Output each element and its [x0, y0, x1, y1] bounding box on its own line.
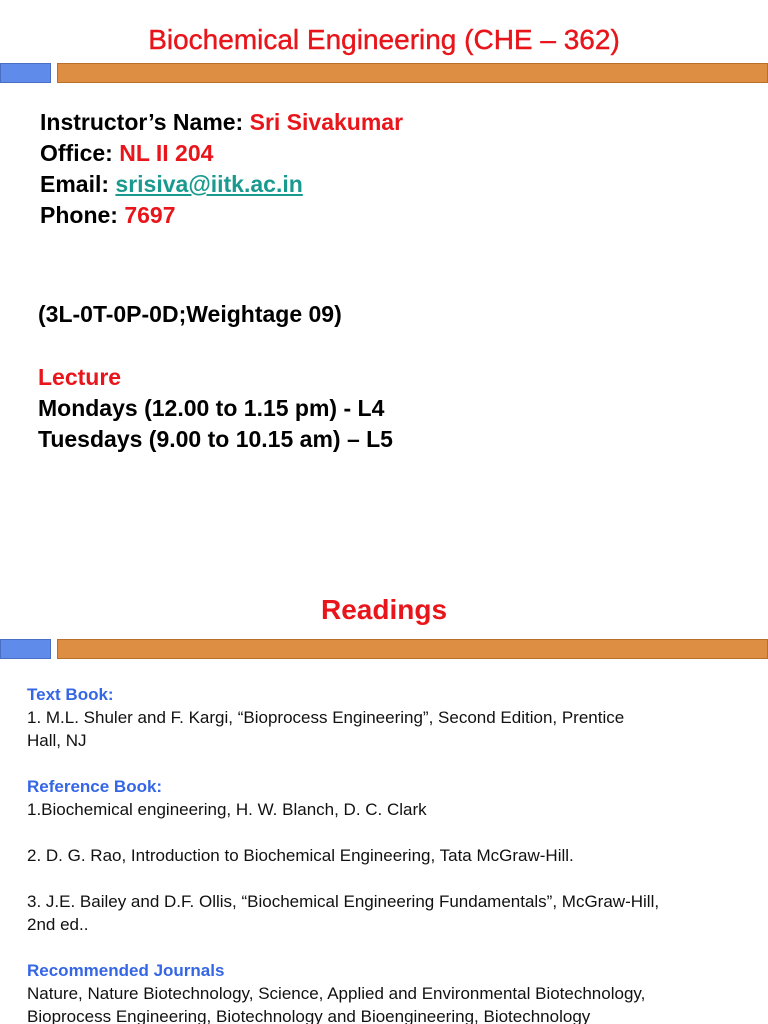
email-link[interactable]: srisiva@iitk.ac.in	[115, 171, 303, 197]
title-bar-orange-rule	[57, 639, 768, 659]
text-book-line-1: 1. M.L. Shuler and F. Kargi, “Bioprocess Engineering”, Second Edition, Prentice	[27, 708, 625, 727]
title-bar-orange-rule	[57, 63, 768, 83]
reference-item-1: 1.Biochemical engineering, H. W. Blanch, D. C. Clark	[27, 800, 427, 819]
title-bar-blue-accent	[0, 639, 51, 659]
instructor-label: Instructor’s Name:	[40, 109, 250, 135]
lecture-tuesday: Tuesdays (9.00 to 10.15 am) – L5	[38, 426, 393, 452]
phone-value: 7697	[124, 202, 176, 228]
instructor-name: Sri Sivakumar	[249, 109, 404, 135]
spacer	[27, 936, 747, 959]
lecture-schedule	[38, 362, 393, 455]
title-bar-blue-accent	[0, 63, 51, 83]
phone-label: Phone:	[40, 202, 125, 228]
slide-title: Biochemical Engineering (CHE – 362)	[148, 24, 620, 55]
lecture-monday: Mondays (12.00 to 1.15 pm) - L4	[38, 395, 385, 421]
phone-row	[40, 200, 403, 231]
spacer	[27, 752, 747, 775]
reference-item-2: 2. D. G. Rao, Introduction to Biochemical Engineering, Tata McGraw-Hill.	[27, 846, 574, 865]
email-label: Email:	[40, 171, 116, 197]
lecture-heading: Lecture	[38, 364, 122, 390]
instructor-row	[40, 107, 403, 138]
office-label: Office:	[40, 140, 120, 166]
text-book-heading: Text Book:	[27, 685, 114, 704]
reference-item-3-line-1: 3. J.E. Bailey and D.F. Ollis, “Biochemical Engineering Fundamentals”, McGraw-Hill,	[27, 892, 660, 911]
journals-heading: Recommended Journals	[27, 961, 225, 980]
email-row	[40, 169, 403, 200]
course-weightage: (3L-0T-0P-0D;Weightage 09)	[38, 301, 342, 327]
reference-item-3-line-2: 2nd ed..	[27, 915, 89, 934]
spacer	[27, 821, 747, 844]
readings-list	[27, 683, 747, 1024]
reference-book-heading: Reference Book:	[27, 777, 163, 796]
journals-line-1: Nature, Nature Biotechnology, Science, Applied and Environmental Biotechnology,	[27, 984, 646, 1003]
spacer	[27, 867, 747, 890]
journals-line-2: Bioprocess Engineering, Biotechnology and Bioengineering, Biotechnology	[27, 1007, 591, 1024]
office-row	[40, 138, 403, 169]
office-value: NL II 204	[119, 140, 214, 166]
instructor-info	[40, 107, 403, 231]
text-book-line-2: Hall, NJ	[27, 731, 87, 750]
slide-readings	[0, 580, 768, 1024]
slide-title: Readings	[320, 594, 448, 625]
